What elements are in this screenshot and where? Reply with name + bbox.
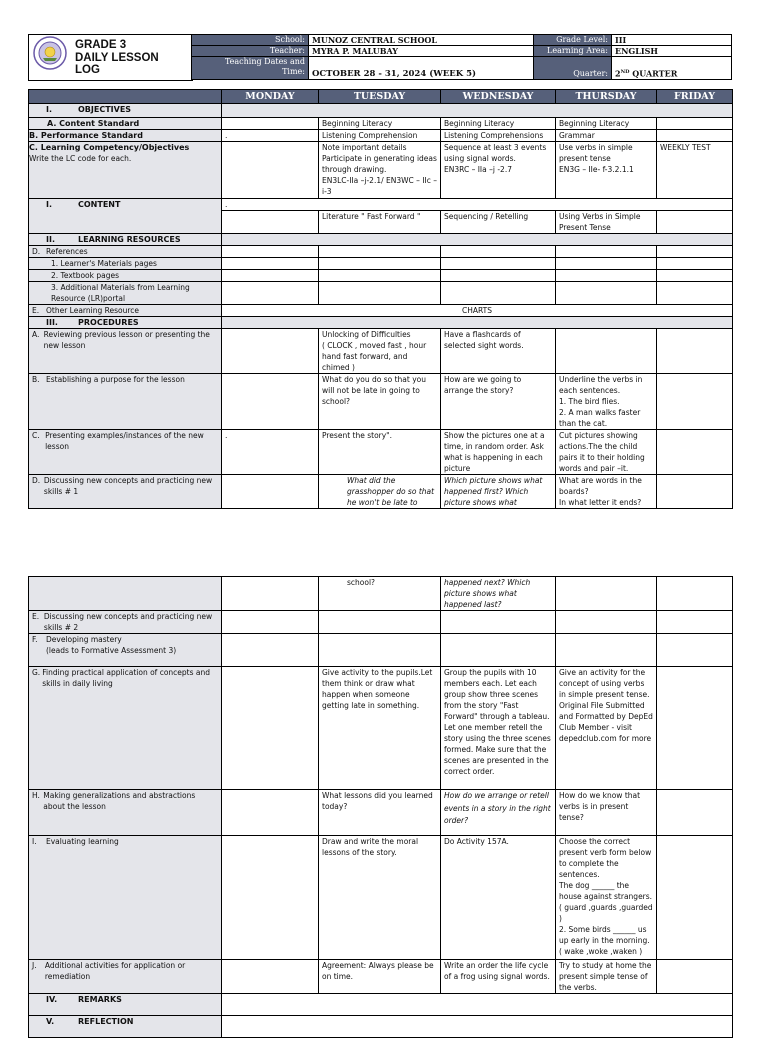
proc-d-label: D. Discussing new concepts and practicing new skills # 1 <box>29 475 222 509</box>
proc-g-thu: Give an activity for the concept of using verbs in simple present tense. Original File Submitted and Formatted by DepEd Club Member - visit depedclub.com for more <box>556 667 657 790</box>
lesson-log-table-page-2 <box>28 576 733 1038</box>
additional-materials-row <box>29 282 733 305</box>
content-heading: I. CONTENT <box>29 199 222 234</box>
learning-resources-row <box>29 234 733 246</box>
teaching-dates-value: OCTOBER 28 - 31, 2024 (WEEK 5) <box>309 57 534 80</box>
content-tue: Literature " Fast Forward " <box>319 211 441 234</box>
proc-i-tue: Draw and write the moral lessons of the story. <box>319 836 441 960</box>
school-label: School: <box>192 35 309 46</box>
learning-resources-fill <box>222 234 733 246</box>
textbook-pages-label: 2. Textbook pages <box>29 270 222 282</box>
proc-b-tue: What do you do so that you will not be late in going to school? <box>319 374 441 430</box>
corner-cell <box>29 90 222 104</box>
reflection-cell <box>222 1016 733 1038</box>
quarter-suffix: ND <box>620 69 630 76</box>
reflection-heading: V. REFLECTION <box>29 1016 222 1038</box>
proc-d-tue: What did the grasshopper do so that he won't be late to <box>319 475 441 509</box>
day-friday: FRIDAY <box>657 90 733 104</box>
proc-h-thu: How do we know that verbs is in present tense? <box>556 790 657 836</box>
lm-pages-label: 1. Learner's Materials pages <box>29 258 222 270</box>
performance-standard-wed: Listening Comprehensions <box>441 130 556 142</box>
content-heading-row <box>29 199 733 211</box>
performance-standard-tue: Listening Comprehension <box>319 130 441 142</box>
competency-fri: WEEKLY TEST <box>657 142 733 199</box>
title-box <box>28 34 193 81</box>
proc-h-label: H. Making generalizations and abstractions about the lesson <box>29 790 222 836</box>
proc-h-wed: How do we arrange or retell events in a story in the right order? <box>441 790 556 836</box>
day-wednesday: WEDNESDAY <box>441 90 556 104</box>
proc-c-label: C. Presenting examples/instances of the new lesson <box>29 430 222 475</box>
competency-sublabel: Write the LC code for each. <box>29 154 132 163</box>
other-resource-label: E. Other Learning Resource <box>29 305 222 317</box>
performance-standard-thu: Grammar <box>556 130 657 142</box>
content-top-cell: . <box>222 199 733 211</box>
remarks-heading: IV. REMARKS <box>29 994 222 1016</box>
content-standard-mon <box>222 118 319 130</box>
proc-a-label: A. Reviewing previous lesson or presenting the new lesson <box>29 329 222 374</box>
competency-tue: Note important details Participate in generating ideas through drawing. EN3LC-IIa –j-2.1/ EN3WC – IIc –i-3 <box>319 142 441 199</box>
proc-b-label: B. Establishing a purpose for the lesson <box>29 374 222 430</box>
quarter-label: Quarter: <box>534 57 612 80</box>
school-value: MUNOZ CENTRAL SCHOOL <box>309 35 534 46</box>
objectives-fill <box>222 104 733 118</box>
proc-i-label: I. Evaluating learning <box>29 836 222 960</box>
performance-standard-mon: . <box>222 130 319 142</box>
competency-label: C. Learning Competency/Objectives <box>29 143 190 152</box>
content-standard-row <box>29 118 733 130</box>
proc-b-row <box>29 374 733 430</box>
content-fri <box>657 211 733 234</box>
competency-thu: Use verbs in simple present tense EN3G – IIe- f-3.2.1.1 <box>556 142 657 199</box>
proc-d-wed: Which picture shows what happened first? Which picture shows what <box>441 475 556 509</box>
proc-a-tue: Unlocking of Difficulties ( CLOCK , moved fast , hour hand fast forward, and chimed ) <box>319 329 441 374</box>
proc-f-label: F. Developing mastery (leads to Formative Assessment 3) <box>29 634 222 667</box>
quarter-value <box>612 57 732 80</box>
objectives-row <box>29 104 733 118</box>
title-line-1: GRADE 3 <box>75 39 127 51</box>
teaching-dates-label-line-2: Time: <box>282 67 305 76</box>
performance-standard-row <box>29 130 733 142</box>
content-mon <box>222 211 319 234</box>
references-label: D. References <box>29 246 222 258</box>
proc-g-row <box>29 667 733 790</box>
procedures-row <box>29 317 733 329</box>
teaching-dates-label-line-1: Teaching Dates and <box>224 57 305 66</box>
competency-mon <box>222 142 319 199</box>
proc-c-thu: Cut pictures showing actions.The the child pairs it to their holding words and pair –it. <box>556 430 657 475</box>
proc-f-row <box>29 634 733 667</box>
proc-d-continued-row <box>29 577 733 611</box>
learning-resources-heading: II. LEARNING RESOURCES <box>29 234 222 246</box>
proc-i-wed: Do Activity 157A. <box>441 836 556 960</box>
performance-standard-label: B. Performance Standard <box>29 130 222 142</box>
quarter-word: QUARTER <box>629 69 678 79</box>
teaching-dates-label <box>192 57 309 80</box>
content-standard-label: A. Content Standard <box>29 118 222 130</box>
proc-d-tue-continued: school? <box>319 577 441 611</box>
content-wed: Sequencing / Retelling <box>441 211 556 234</box>
competency-label-cell <box>29 142 222 199</box>
additional-materials-label: 3. Additional Materials from Learning Resource (LR)portal <box>29 282 222 305</box>
proc-e-row <box>29 611 733 634</box>
procedures-fill <box>222 317 733 329</box>
proc-i-row <box>29 836 733 960</box>
procedures-heading: III. PROCEDURES <box>29 317 222 329</box>
learning-area-value: ENGLISH <box>612 46 732 57</box>
proc-a-wed: Have a flashcards of selected sight words. <box>441 329 556 374</box>
quarter-number: 2 <box>615 69 621 79</box>
lm-pages-row <box>29 258 733 270</box>
proc-i-thu: Choose the correct present verb form below to complete the sentences. The dog ______ the house against strangers. ( guard ,guards ,guarded ) 2. Some birds ______ us up early in the morning. ( wake ,woke ,waken ) <box>556 836 657 960</box>
proc-j-thu: Try to study at home the present simple tense of the verbs. <box>556 960 657 994</box>
content-thu: Using Verbs in Simple Present Tense <box>556 211 657 234</box>
proc-g-label: G. Finding practical application of concepts and skills in daily living <box>29 667 222 790</box>
proc-b-wed: How are we going to arrange the story? <box>441 374 556 430</box>
proc-b-thu: Underline the verbs in each sentences. 1. The bird flies. 2. A man walks faster than the cat. <box>556 374 657 430</box>
proc-h-tue: What lessons did you learned today? <box>319 790 441 836</box>
learning-area-label: Learning Area: <box>534 46 612 57</box>
lesson-log-table-page-1 <box>28 89 733 509</box>
title-line-3: LOG <box>75 64 100 76</box>
references-row <box>29 246 733 258</box>
competency-wed: Sequence at least 3 events using signal words. EN3RC – IIa –j -2.7 <box>441 142 556 199</box>
teacher-value: MYRA P. MALUBAY <box>309 46 534 57</box>
proc-j-tue: Agreement: Always please be on time. <box>319 960 441 994</box>
proc-c-mon: . <box>222 430 319 475</box>
header-info-table <box>191 34 732 80</box>
content-standard-thu: Beginning Literacy <box>556 118 657 130</box>
proc-d-thu: What are words in the boards? In what letter it ends? <box>556 475 657 509</box>
content-standard-fri <box>657 118 733 130</box>
textbook-pages-row <box>29 270 733 282</box>
proc-c-tue: Present the story". <box>319 430 441 475</box>
proc-j-row <box>29 960 733 994</box>
content-standard-tue: Beginning Literacy <box>319 118 441 130</box>
day-monday: MONDAY <box>222 90 319 104</box>
title-line-2: DAILY LESSON <box>75 51 159 64</box>
other-resource-row <box>29 305 733 317</box>
grade-level-label: Grade Level: <box>534 35 612 46</box>
proc-c-row <box>29 430 733 475</box>
proc-c-wed: Show the pictures one at a time, in random order. Ask what is happening in each picture <box>441 430 556 475</box>
proc-g-wed: Group the pupils with 10 members each. Let each group show three scenes from the story "Fast Forward" through a tableau. Let one member retell the story using the three scenes formed. Make sure that the scenes are presented in the correct order. <box>441 667 556 790</box>
competency-row <box>29 142 733 199</box>
proc-g-tue: Give activity to the pupils.Let them think or draw what happen when someone getting late in something. <box>319 667 441 790</box>
proc-a-row <box>29 329 733 374</box>
proc-h-row <box>29 790 733 836</box>
other-resource-value: CHARTS <box>222 305 733 317</box>
proc-d-wed-continued: happened next? Which picture shows what happened last? <box>441 577 556 611</box>
content-standard-wed: Beginning Literacy <box>441 118 556 130</box>
proc-e-label: E. Discussing new concepts and practicing new skills # 2 <box>29 611 222 634</box>
day-header-row <box>29 90 733 104</box>
objectives-heading: I. OBJECTIVES <box>29 104 222 118</box>
day-tuesday: TUESDAY <box>319 90 441 104</box>
grade-level-value: III <box>612 35 732 46</box>
day-thursday: THURSDAY <box>556 90 657 104</box>
proc-j-wed: Write an order the life cycle of a frog using signal words. <box>441 960 556 994</box>
proc-d-row <box>29 475 733 509</box>
reflection-row <box>29 1016 733 1038</box>
remarks-cell <box>222 994 733 1016</box>
proc-j-label: J. Additional activities for application or remediation <box>29 960 222 994</box>
remarks-row <box>29 994 733 1016</box>
performance-standard-fri <box>657 130 733 142</box>
teacher-label: Teacher: <box>192 46 309 57</box>
